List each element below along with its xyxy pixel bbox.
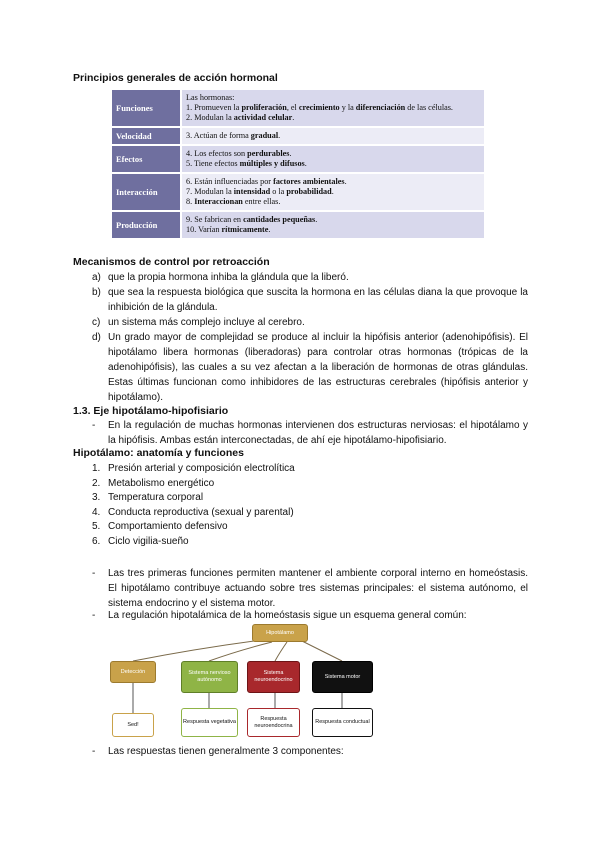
text-segment: 4. Los efectos son — [186, 149, 248, 158]
text-segment: 8. — [186, 197, 195, 206]
list-marker: 4. — [92, 506, 101, 518]
section-heading: Mecanismos de control por retroacción — [73, 256, 270, 268]
text-segment: de las células. — [405, 103, 453, 112]
vegetative-response-box: Respuesta vegetativa — [181, 708, 238, 737]
bold-segment: gradual — [250, 131, 279, 140]
row-label: Efectos — [112, 146, 180, 172]
text-segment: . — [268, 225, 271, 234]
list-marker: 6. — [92, 535, 101, 547]
list-item: un sistema más complejo incluye al cerebro. — [108, 317, 305, 328]
text-segment: . — [331, 187, 334, 196]
bold-segment: rítmicamente — [221, 225, 269, 234]
text-segment: 7. Modulan la — [186, 187, 234, 196]
bold-segment: factores ambientales — [273, 177, 345, 186]
list-marker: 1. — [92, 463, 101, 474]
list-marker: d) — [92, 332, 101, 343]
list-item: Ciclo vigilia-sueño — [108, 535, 189, 547]
list-item: Metabolismo energético — [108, 477, 215, 489]
bold-segment: Interaccionan — [194, 197, 243, 206]
bold-segment: proliferación — [241, 103, 287, 112]
list-marker: a) — [92, 272, 101, 283]
text-segment: . — [344, 177, 347, 186]
bold-segment: actividad celular — [233, 113, 293, 122]
text-segment: Las hormonas: — [186, 93, 235, 102]
thirst-box: Sed! — [112, 713, 154, 737]
dash-marker: - — [92, 746, 96, 757]
text-segment: 9. Se fabrican en — [186, 215, 244, 224]
bold-segment: intensidad — [233, 187, 271, 196]
section-heading: Principios generales de acción hormonal — [73, 72, 278, 84]
paragraph: Las tres primeras funciones permiten mantener el ambiente corporal interno en homeóstasis. El hipotálamo contribuye actuando sobre tres sistemas principales: el sistema autónomo, el sistema endocrino y el sistema motor. — [108, 568, 528, 609]
row-label: Interacción — [112, 174, 180, 210]
text-segment: o la — [270, 187, 287, 196]
bold-segment: cantidades pequeñas — [243, 215, 316, 224]
list-marker: 2. — [92, 477, 101, 489]
behavioral-response-box: Respuesta conductual — [312, 708, 373, 737]
row-label: Funciones — [112, 90, 180, 126]
list-item: que la propia hormona inhiba la glándula que la liberó. — [108, 272, 349, 283]
text-segment: 3. Actúan de forma — [186, 131, 251, 140]
text-segment: 2. Modulan la — [186, 113, 234, 122]
text-segment: . — [289, 149, 292, 158]
paragraph: En la regulación de muchas hormonas intervienen dos estructuras nerviosas: el hipotálamo y la hipófisis. Ambas están interconectadas, de ahí eje hipotálamo-hipofisiario. — [108, 420, 528, 446]
text-segment: entre ellas. — [242, 197, 281, 206]
text-segment: . — [278, 131, 281, 140]
row-label: Producción — [112, 212, 180, 238]
list-item: Conducta reproductiva (sexual y parental) — [108, 506, 294, 518]
text-segment: y la — [339, 103, 356, 112]
list-item: Presión arterial y composición electrolítica — [108, 463, 295, 474]
list-marker: c) — [92, 317, 101, 328]
hypothalamus-box: Hipotálamo — [252, 624, 308, 642]
text-segment: . — [292, 113, 295, 122]
list-item: que sea la respuesta biológica que suscita la hormona en las células diana la que provoque la inhibición de la glándula. — [108, 287, 528, 313]
list-item: Comportamiento defensivo — [108, 521, 228, 532]
bold-segment: múltiples y difusos — [239, 159, 305, 168]
bold-segment: diferenciación — [355, 103, 406, 112]
detection-box: Detección — [110, 661, 156, 683]
list-item: Un grado mayor de complejidad se produce al incluir la hipófisis anterior (adenohipófisis). El hipotálamo libera hormonas (liberadoras) para controlar otras hormonas (trópicas de la adenohipófisis), las cuales a su vez afectan a la liberación de hormonas de otras glándulas. Estas últimas funcionan como inhibidores de las estructuras cerebrales (hipófisis anterior y hipotálamo). — [108, 332, 528, 403]
dash-marker: - — [92, 568, 96, 579]
bold-segment: probabilidad — [286, 187, 332, 196]
text-segment: . — [315, 215, 318, 224]
row-label: Velocidad — [112, 128, 180, 144]
bold-segment: perdurables — [247, 149, 290, 158]
text-segment: , el — [286, 103, 299, 112]
dash-marker: - — [92, 610, 96, 621]
paragraph: Las respuestas tienen generalmente 3 componentes: — [108, 746, 344, 757]
autonomic-system-box: Sistema nervioso autónomo — [181, 661, 238, 693]
section-heading: 1.3. Eje hipotálamo-hipofisiario — [73, 405, 229, 417]
section-heading: Hipotálamo: anatomía y funciones — [73, 447, 244, 459]
list-item: Temperatura corporal — [108, 492, 204, 503]
text-segment: . — [304, 159, 307, 168]
text-segment: 5. Tiene efectos — [186, 159, 240, 168]
list-marker: 3. — [92, 492, 101, 503]
text-segment: 6. Están influenciadas por — [186, 177, 274, 186]
list-marker: b) — [92, 287, 101, 298]
dash-marker: - — [92, 420, 96, 431]
list-marker: 5. — [92, 521, 101, 532]
bold-segment: crecimiento — [298, 103, 340, 112]
motor-system-box: Sistema motor — [312, 661, 373, 693]
paragraph: La regulación hipotalámica de la homeóstasis sigue un esquema general común: — [108, 610, 467, 621]
text-segment: 1. Promueven la — [186, 103, 242, 112]
neuroendocrine-response-box: Respuesta neuroendocrina — [247, 708, 300, 737]
text-segment: 10. Varían — [186, 225, 222, 234]
neuroendocrine-system-box: Sistema neuroendocrino — [247, 661, 300, 693]
